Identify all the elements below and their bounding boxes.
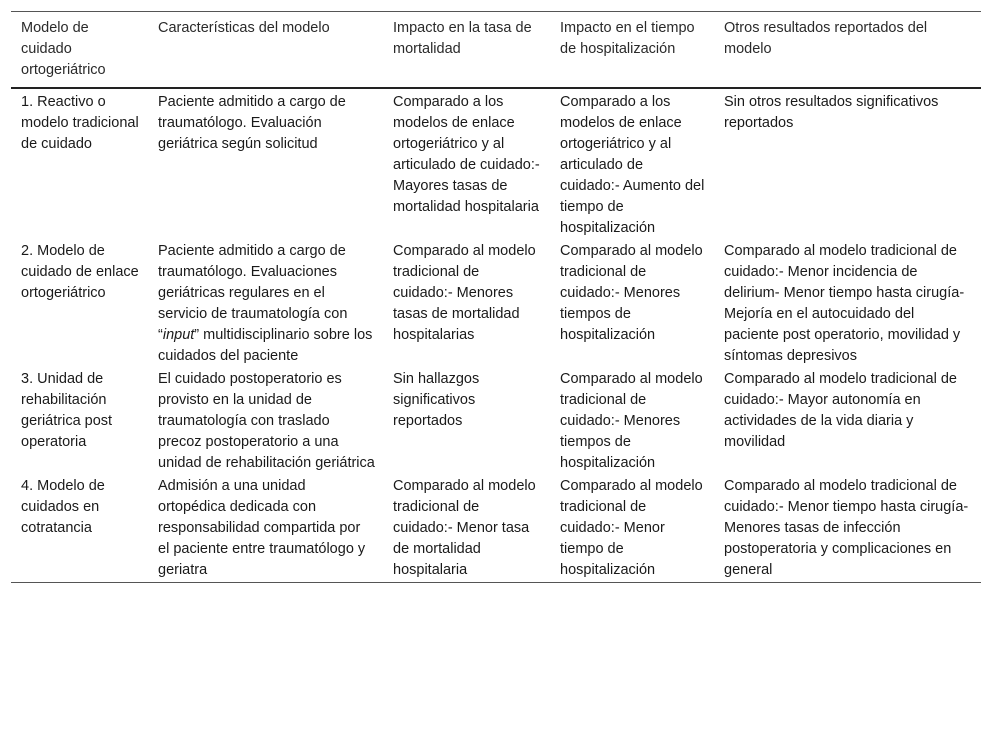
cell-characteristics: El cuidado postoperatorio es provisto en la unidad de traumatología con traslado precoz postoperatorio a una unidad de rehabilitación geriátrica xyxy=(158,371,375,471)
table-row xyxy=(11,88,981,239)
cell-characteristics: Paciente admitido a cargo de traumatólogo. Evaluación geriátrica según solicitud xyxy=(158,94,346,152)
table-row xyxy=(11,474,981,583)
cell-mortality: Comparado al modelo tradicional de cuidado:- Menor tasa de mortalidad hospitalaria xyxy=(393,478,536,578)
table-row xyxy=(11,239,981,367)
table-container xyxy=(11,11,981,583)
cell-hospitalization: Comparado al modelo tradicional de cuidado:- Menores tiempos de hospitalización xyxy=(560,371,703,471)
cell-other-results: Sin otros resultados significativos reportados xyxy=(724,94,939,131)
cell-model: 4. Modelo de cuidados en cotratancia xyxy=(21,478,105,536)
cell-hospitalization: Comparado al modelo tradicional de cuidado:- Menores tiempos de hospitalización xyxy=(560,243,703,343)
cell-characteristics xyxy=(148,239,383,367)
cell-model: 1. Reactivo o modelo tradicional de cuidado xyxy=(21,94,139,152)
header-model: Modelo de cuidado ortogeriátrico xyxy=(21,20,106,78)
cell-hospitalization: Comparado al modelo tradicional de cuidado:- Menor tiempo de hospitalización xyxy=(560,478,703,578)
cell-model: 2. Modelo de cuidado de enlace ortogeriátrico xyxy=(21,243,139,301)
characteristics-text-italic: input xyxy=(162,327,195,343)
cell-hospitalization: Comparado a los modelos de enlace ortogeriátrico y al articulado de cuidado:- Aumento del tiempo de hospitalización xyxy=(560,94,705,236)
characteristics-text-pre: Paciente admitido a cargo de traumatólogo. Evaluaciones geriátricas regulares en el servicio de traumatología con “ xyxy=(158,243,348,343)
cell-other-results: Comparado al modelo tradicional de cuidado:- Mayor autonomía en actividades de la vida diaria y movilidad xyxy=(724,371,957,450)
cell-characteristics: Admisión a una unidad ortopédica dedicada con responsabilidad compartida por el paciente entre traumatólogo y geriatra xyxy=(158,478,366,578)
header-hospitalization: Impacto en el tiempo de hospitalización xyxy=(560,20,695,57)
header-other-results: Otros resultados reportados del modelo xyxy=(724,20,928,57)
header-row xyxy=(11,12,981,89)
cell-mortality: Sin hallazgos significativos reportados xyxy=(393,371,480,429)
header-characteristics: Características del modelo xyxy=(158,20,330,36)
table-body xyxy=(11,88,981,583)
table-header xyxy=(11,12,981,89)
cell-mortality: Comparado al modelo tradicional de cuidado:- Menores tasas de mortalidad hospitalarias xyxy=(393,243,536,343)
orthogeriatric-models-table xyxy=(11,11,981,583)
table-row xyxy=(11,367,981,474)
cell-other-results: Comparado al modelo tradicional de cuidado:- Menor incidencia de delirium- Menor tiempo hasta cirugía- Mejoría en el autocuidado del paciente post operatorio, movilidad y síntomas depresivos xyxy=(724,243,965,364)
cell-model: 3. Unidad de rehabilitación geriátrica post operatoria xyxy=(21,371,113,450)
header-mortality: Impacto en la tasa de mortalidad xyxy=(393,20,532,57)
cell-other-results: Comparado al modelo tradicional de cuidado:- Menor tiempo hasta cirugía- Menores tasas de infección postoperatoria y complicaciones en general xyxy=(724,478,969,578)
characteristics-text-post: ” multidisciplinario sobre los cuidados del paciente xyxy=(158,327,373,364)
cell-mortality: Comparado a los modelos de enlace ortogeriátrico y al articulado de cuidado:- Mayores tasas de mortalidad hospitalaria xyxy=(393,94,540,215)
